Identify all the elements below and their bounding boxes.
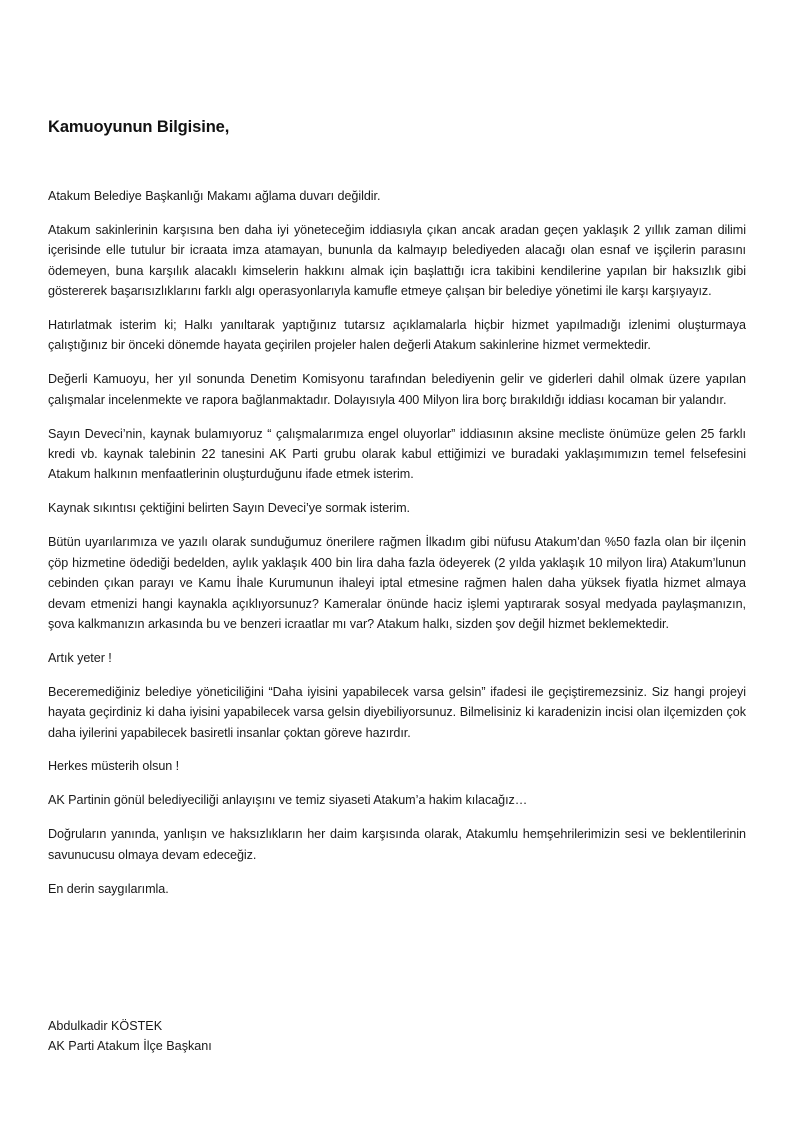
closing-line: En derin saygılarımla. [48,881,169,896]
paragraph-10: Herkes müsterih olsun ! [48,759,180,774]
document-body [48,186,746,912]
paragraph-8: Artık yeter ! [48,650,112,665]
signature-block [48,1016,212,1057]
document-title: Kamuoyunun Bilgisine, [48,118,230,136]
signature-position: AK Parti Atakum İlçe Başkanı [48,1039,212,1054]
paragraph-2: Atakum sakinlerinin karşısına ben daha iyi yöneteceğim iddiasıyla çıkan ancak aradan geçen yaklaşık 2 yıllık zaman dilimi içerisinde elle tutulur bir icraata imza atamayan, bununla da kalmayıp belediyeden alacağı olan esnaf ve işçilerin parasını ödemeyen, buna karşılık alacaklı kimselerin hakkını almak için başlattığı icra takibini kendilerine yapılan bir haksızlık gibi göstererek başarısızlıklarını farklı algı operasyonlarıyla kamufle etmeye çalışan bir belediye yönetimi ile karşı karşıyayız. [48,222,746,299]
signature-name: Abdulkadir KÖSTEK [48,1019,163,1033]
paragraph-4: Değerli Kamuoyu, her yıl sonunda Denetim Komisyonu tarafından belediyenin gelir ve giderleri dahil olmak üzere yapılan çalışmalar incelenmekte ve rapora bağlanmaktadır. Dolayısıyla 400 Milyon lira borç bırakıldığı iddiası kocaman bir yalandır. [48,372,746,407]
paragraph-1: Atakum Belediye Başkanlığı Makamı ağlama duvarı değildir. [48,189,381,203]
paragraph-12: Doğruların yanında, yanlışın ve haksızlıkların her daim karşısında olarak, Atakumlu hemşehrilerimizin sesi ve beklentilerinin savunucusu olmaya devam edeceğiz. [48,827,746,862]
paragraph-11: AK Partinin gönül belediyeciliği anlayışını ve temiz siyaseti Atakum’a hakim kılacağız… [48,793,528,808]
paragraph-9: Beceremediğiniz belediye yöneticiliğini “Daha iyisini yapabilecek varsa gelsin” ifadesi ile geçiştiremezsiniz. Siz hangi projeyi hayata geçirdiniz ki daha iyisini yapabilecek varsa gelsin diyebiliyorsunuz. Bilmelisiniz ki karadenizin incisi olan ilçemizden çok daha iyilerini yapabilecek basiretli insanlar çoktan göreve hazırdır. [48,684,746,740]
paragraph-3: Hatırlatmak isterim ki; Halkı yanıltarak yaptığınız tutarsız açıklamalarla hiçbir hizmet yapılmadığı izlenimi oluşturmaya çalıştığınız bir önceki dönemde hayata geçirilen projeler halen değerli Atakum sakinlerine hizmet vermektedir. [48,318,746,353]
paragraph-5: Sayın Deveci’nin, kaynak bulamıyoruz “ çalışmalarımıza engel oluyorlar” iddiasının aksine mecliste önümüze gelen 25 farklı kredi vb. kaynak talebinin 22 tanesini AK Parti grubu olarak kabul ettiğimizi ve buradaki yaklaşımımızın temel felsefesini Atakum halkının menfaatlerinin oluşturduğunu ifade etmek isterim. [48,426,746,482]
paragraph-7: Bütün uyarılarımıza ve yazılı olarak sunduğumuz önerilere rağmen İlkadım gibi nüfusu Atakum’dan %50 fazla olan bir ilçenin çöp hizmetine ödediği bedelden, aylık yaklaşık 400 bin lira daha fazla ödeyerek (2 yılda yaklaşık 10 milyon lira) Atakum’lunun cebinden çıkan parayı ve Kamu İhale Kurumunun ihaleyi iptal etmesine rağmen halen daha yüksek fiyatla hizmet almaya devam etmenizi hangi kaynakla açıklıyorsunuz? Kameralar önünde haciz işlemi yaptırarak sosyal medyada paylaşmanızın, şova kalkmanızın arkasında bu ve benzeri icraatlar mı var? Atakum halkı, sizden şov değil hizmet beklemektedir. [48,535,746,631]
paragraph-6: Kaynak sıkıntısı çektiğini belirten Sayın Deveci’ye sormak isterim. [48,501,411,516]
